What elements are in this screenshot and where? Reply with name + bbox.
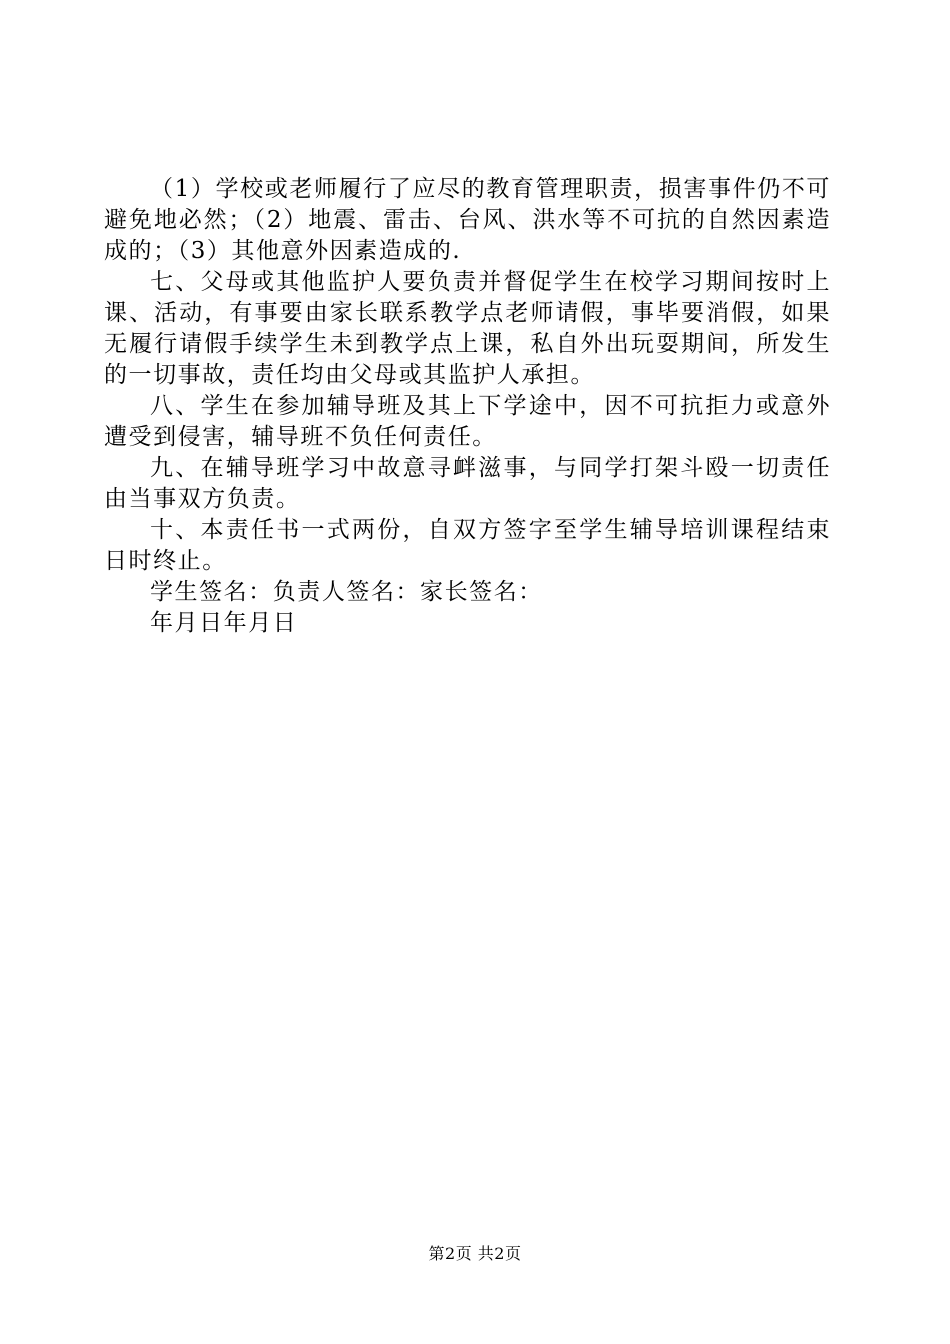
document-body (104, 174, 831, 639)
date-line: 年月日年月日 (150, 610, 298, 636)
paragraph-clause-nine: 九、在辅导班学习中故意寻衅滋事，与同学打架斗殴一切责任由当事双方负责。 (104, 455, 831, 512)
paragraph-clause-seven: 七、父母或其他监护人要负责并督促学生在校学习期间按时上课、活动，有事要由家长联系教学点老师请假，事毕要消假，如果无履行请假手续学生未到教学点上课，私自外出玩耍期间，所发生的一切事故，责任均由父母或其监护人承担。 (104, 269, 831, 388)
signature-line: 学生签名：负责人签名：家长签名： (150, 579, 543, 605)
paragraph-clause-eight: 八、学生在参加辅导班及其上下学途中，因不可抗拒力或意外遭受到侵害，辅导班不负任何责任。 (104, 393, 831, 450)
paragraph-clause-ten: 十、本责任书一式两份，自双方签字至学生辅导培训课程结束日时终止。 (104, 517, 831, 574)
page-number-footer: 第2页 共2页 (428, 1244, 522, 1263)
paragraph-liability-exemptions: （1）学校或老师履行了应尽的教育管理职责，损害事件仍不可避免地必然；（2）地震、雷击、台风、洪水等不可抗的自然因素造成的；（3）其他意外因素造成的. (104, 176, 831, 264)
